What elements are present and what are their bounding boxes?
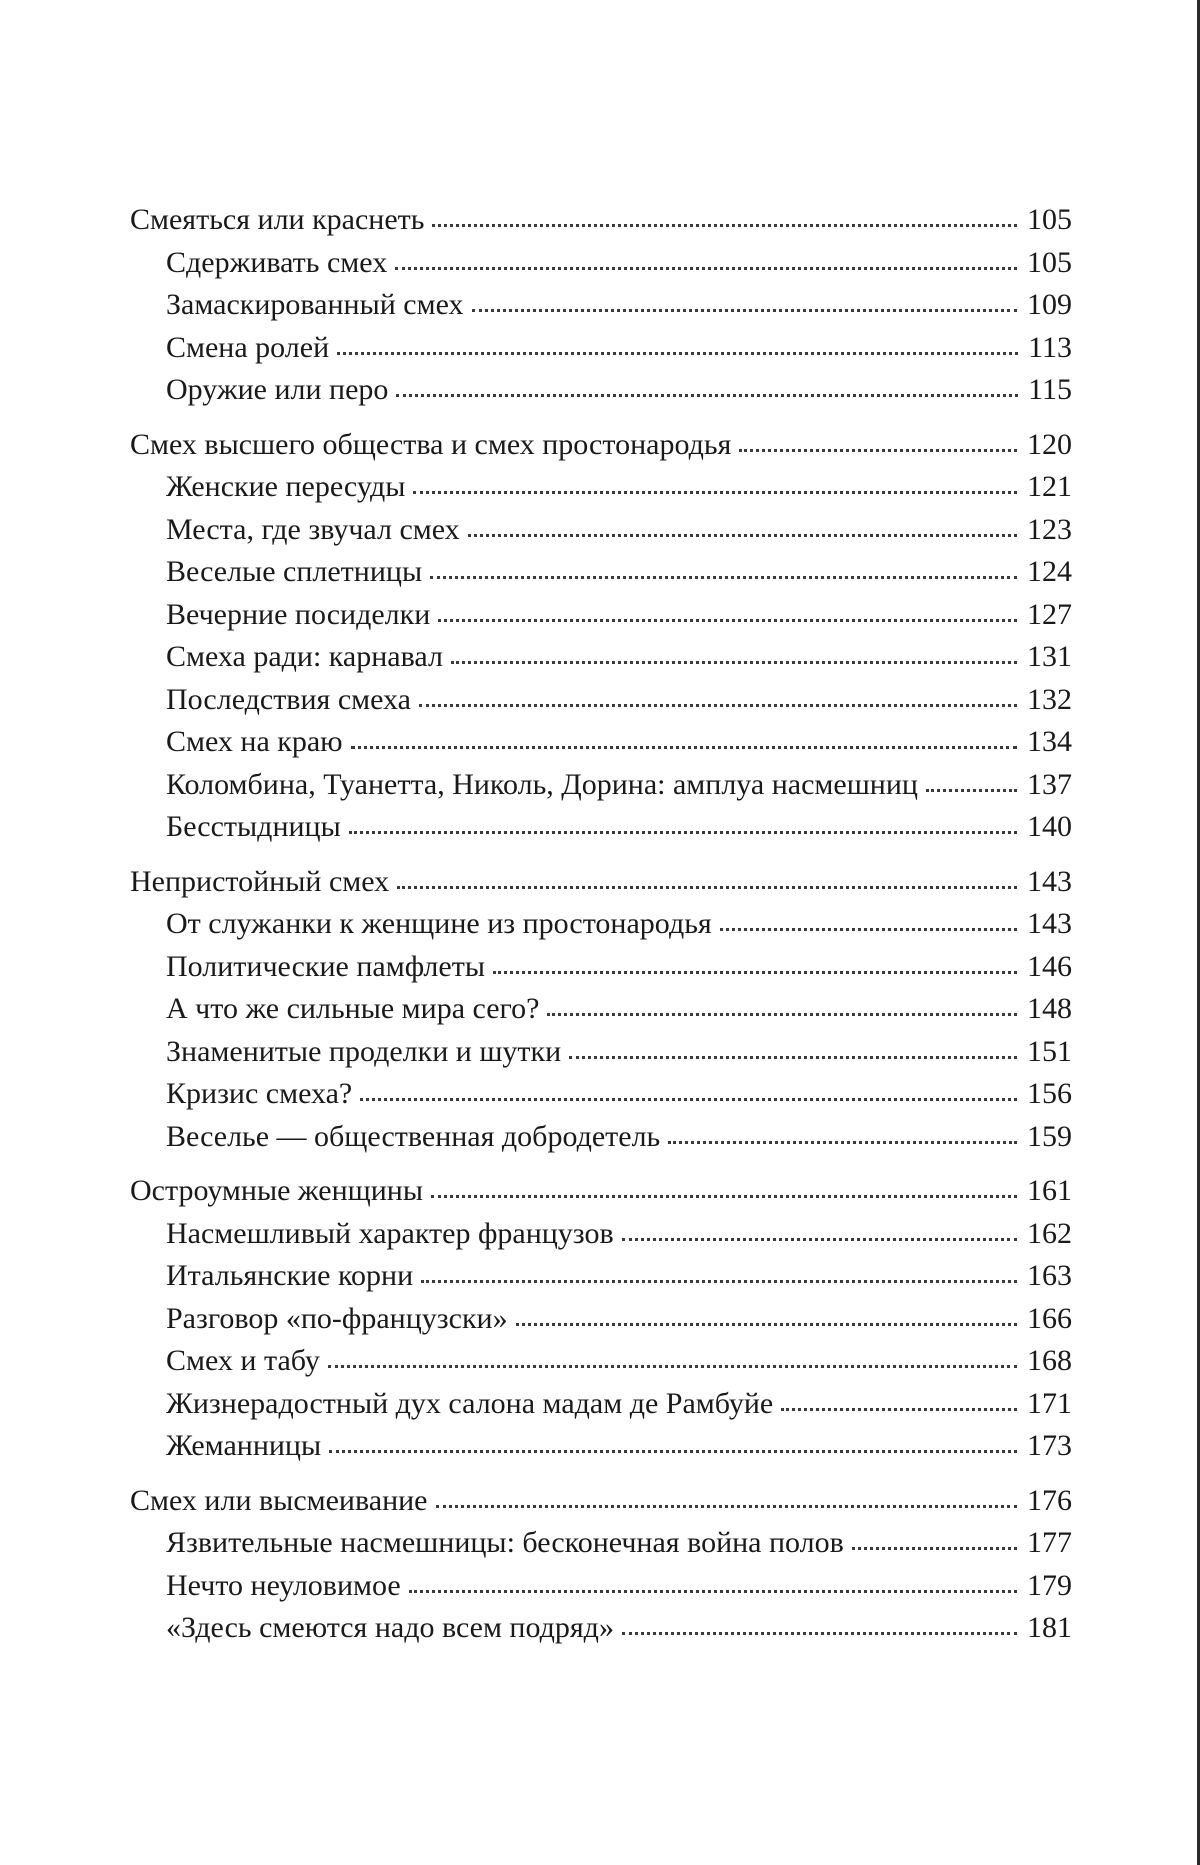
toc-subentry-title: Женские пересуды [166, 470, 406, 503]
page-number: 120 [1027, 427, 1072, 461]
page-number: 113 [1028, 330, 1072, 364]
page-number: 148 [1027, 992, 1072, 1025]
page-number: 143 [1027, 907, 1072, 940]
toc-section [130, 1170, 1072, 1468]
toc-subentry [130, 806, 1072, 849]
toc-subentry [130, 721, 1072, 764]
toc-section [130, 861, 1072, 1159]
toc-subentry [130, 1340, 1072, 1383]
page-number: 166 [1027, 1301, 1072, 1335]
page-number: 146 [1027, 949, 1072, 983]
page-number: 163 [1027, 1259, 1072, 1292]
dot-leader [421, 1280, 1017, 1283]
table-of-contents [130, 199, 1072, 1662]
toc-subentry [130, 1031, 1072, 1074]
toc-subentry [130, 1116, 1072, 1159]
page-number: 162 [1027, 1216, 1072, 1250]
toc-section [130, 1480, 1072, 1650]
dot-leader [397, 886, 1017, 889]
toc-subentry [130, 551, 1072, 594]
toc-subentry-title: Язвительные насмешницы: бесконечная война полов [166, 1526, 844, 1559]
dot-leader [781, 1408, 1017, 1411]
toc-chapter-title: Непристойный смех [130, 864, 390, 898]
dot-leader [451, 661, 1017, 664]
dot-leader [468, 534, 1017, 537]
page-number: 134 [1027, 725, 1072, 758]
toc-subentry-title: Веселые сплетницы [166, 555, 423, 588]
dot-leader [431, 1195, 1017, 1198]
toc-subentry-title: А что же сильные мира сего? [166, 992, 540, 1025]
toc-subentry-title: Смена ролей [166, 330, 330, 364]
toc-subentry-title: Вечерние посиделки [166, 597, 431, 631]
toc-subentry-title: От служанки к женщине из простонародья [166, 907, 712, 940]
toc-subentry [130, 636, 1072, 679]
toc-subentry-title: Жизнерадостный дух салона мадам де Рамбуйе [166, 1386, 774, 1420]
dot-leader [349, 831, 1017, 834]
toc-subentry-title: Смех на краю [166, 725, 343, 758]
toc-chapter-entry [130, 424, 1072, 467]
dot-leader [438, 619, 1017, 622]
dot-leader [395, 267, 1017, 270]
toc-section [130, 424, 1072, 849]
toc-subentry-title: Сдерживать смех [166, 245, 388, 279]
toc-subentry-title: Последствия смеха [166, 682, 411, 716]
toc-chapter-entry [130, 861, 1072, 904]
toc-subentry [130, 1255, 1072, 1298]
toc-subentry [130, 284, 1072, 327]
toc-subentry [130, 1383, 1072, 1426]
toc-subentry [130, 1522, 1072, 1565]
dot-leader [419, 704, 1017, 707]
page-number: 151 [1027, 1034, 1072, 1068]
toc-subentry [130, 946, 1072, 989]
dot-leader [493, 971, 1017, 974]
toc-subentry [130, 369, 1072, 412]
toc-subentry [130, 327, 1072, 370]
dot-leader [472, 309, 1017, 312]
toc-chapter-entry [130, 1170, 1072, 1213]
dot-leader [337, 352, 1018, 355]
toc-subentry-title: «Здесь смеются надо всем подряд» [166, 1611, 614, 1644]
page-number: 115 [1028, 373, 1072, 406]
toc-subentry [130, 466, 1072, 509]
dot-leader [432, 224, 1017, 227]
toc-chapter-entry [130, 199, 1072, 242]
dot-leader [430, 576, 1017, 579]
page-number: 168 [1027, 1344, 1072, 1377]
dot-leader [328, 1365, 1017, 1368]
toc-subentry [130, 679, 1072, 722]
dot-leader [413, 491, 1017, 494]
dot-leader [622, 1632, 1017, 1635]
dot-leader [547, 1013, 1017, 1016]
toc-subentry-title: Знаменитые проделки и шутки [166, 1034, 562, 1068]
toc-subentry [130, 594, 1072, 637]
toc-subentry-title: Замаскированный смех [166, 288, 464, 321]
toc-subentry-title: Коломбина, Туанетта, Николь, Дорина: амплуа насмешниц [166, 767, 918, 801]
page-number: 137 [1027, 767, 1072, 801]
page-number: 127 [1027, 597, 1072, 631]
page-number: 176 [1027, 1483, 1072, 1517]
dot-leader [622, 1238, 1017, 1241]
dot-leader [396, 394, 1018, 397]
toc-chapter-title: Остроумные женщины [130, 1174, 423, 1207]
page-number: 132 [1027, 682, 1072, 716]
page-number: 156 [1027, 1077, 1072, 1110]
page-number: 171 [1027, 1386, 1072, 1420]
page-number: 121 [1027, 470, 1072, 503]
toc-section [130, 199, 1072, 412]
page-number: 131 [1027, 640, 1072, 673]
page-number: 161 [1027, 1174, 1072, 1207]
toc-subentry [130, 988, 1072, 1031]
toc-subentry-title: Веселье — общественная добродетель [166, 1119, 661, 1153]
page-number: 140 [1027, 810, 1072, 843]
toc-subentry-title: Смеха ради: карнавал [166, 640, 443, 673]
toc-subentry-title: Оружие или перо [166, 373, 389, 406]
toc-chapter-title: Смех высшего общества и смех простонародья [130, 427, 732, 461]
dot-leader [329, 1450, 1017, 1453]
toc-chapter-entry [130, 1480, 1072, 1523]
toc-subentry [130, 1073, 1072, 1116]
page-number: 109 [1027, 288, 1072, 321]
toc-subentry-title: Нечто неуловимое [166, 1568, 401, 1602]
toc-subentry [130, 903, 1072, 946]
dot-leader [720, 928, 1017, 931]
toc-subentry [130, 242, 1072, 285]
toc-subentry [130, 1607, 1072, 1650]
toc-subentry [130, 1298, 1072, 1341]
toc-subentry [130, 1425, 1072, 1468]
page-number: 179 [1027, 1568, 1072, 1602]
dot-leader [351, 746, 1017, 749]
dot-leader [516, 1323, 1017, 1326]
page-number: 105 [1027, 203, 1072, 236]
toc-subentry-title: Жеманницы [166, 1429, 322, 1462]
page-number: 105 [1027, 245, 1072, 279]
toc-subentry [130, 764, 1072, 807]
dot-leader [852, 1547, 1017, 1550]
toc-subentry [130, 1565, 1072, 1608]
page-number: 124 [1027, 555, 1072, 588]
toc-subentry-title: Насмешливый характер французов [166, 1216, 614, 1250]
toc-subentry-title: Кризис смеха? [166, 1077, 353, 1110]
toc-subentry-title: Бесстыдницы [166, 810, 341, 843]
page-number: 173 [1027, 1429, 1072, 1462]
dot-leader [926, 789, 1017, 792]
dot-leader [739, 449, 1017, 452]
page-number: 143 [1027, 864, 1072, 898]
dot-leader [569, 1056, 1017, 1059]
toc-subentry-title: Разговор «по-французски» [166, 1301, 508, 1335]
dot-leader [409, 1590, 1017, 1593]
dot-leader [436, 1505, 1018, 1508]
dot-leader [668, 1141, 1017, 1144]
toc-subentry-title: Политические памфлеты [166, 949, 485, 983]
toc-subentry-title: Смех и табу [166, 1344, 320, 1377]
page-number: 181 [1027, 1611, 1072, 1644]
dot-leader [360, 1098, 1017, 1101]
page-number: 159 [1027, 1119, 1072, 1153]
toc-subentry-title: Итальянские корни [166, 1259, 414, 1292]
page-number: 123 [1027, 512, 1072, 546]
toc-subentry-title: Места, где звучал смех [166, 512, 460, 546]
toc-chapter-title: Смеяться или краснеть [130, 203, 425, 236]
toc-subentry [130, 509, 1072, 552]
page-number: 177 [1027, 1526, 1072, 1559]
toc-subentry [130, 1213, 1072, 1256]
toc-chapter-title: Смех или высмеивание [130, 1483, 428, 1517]
